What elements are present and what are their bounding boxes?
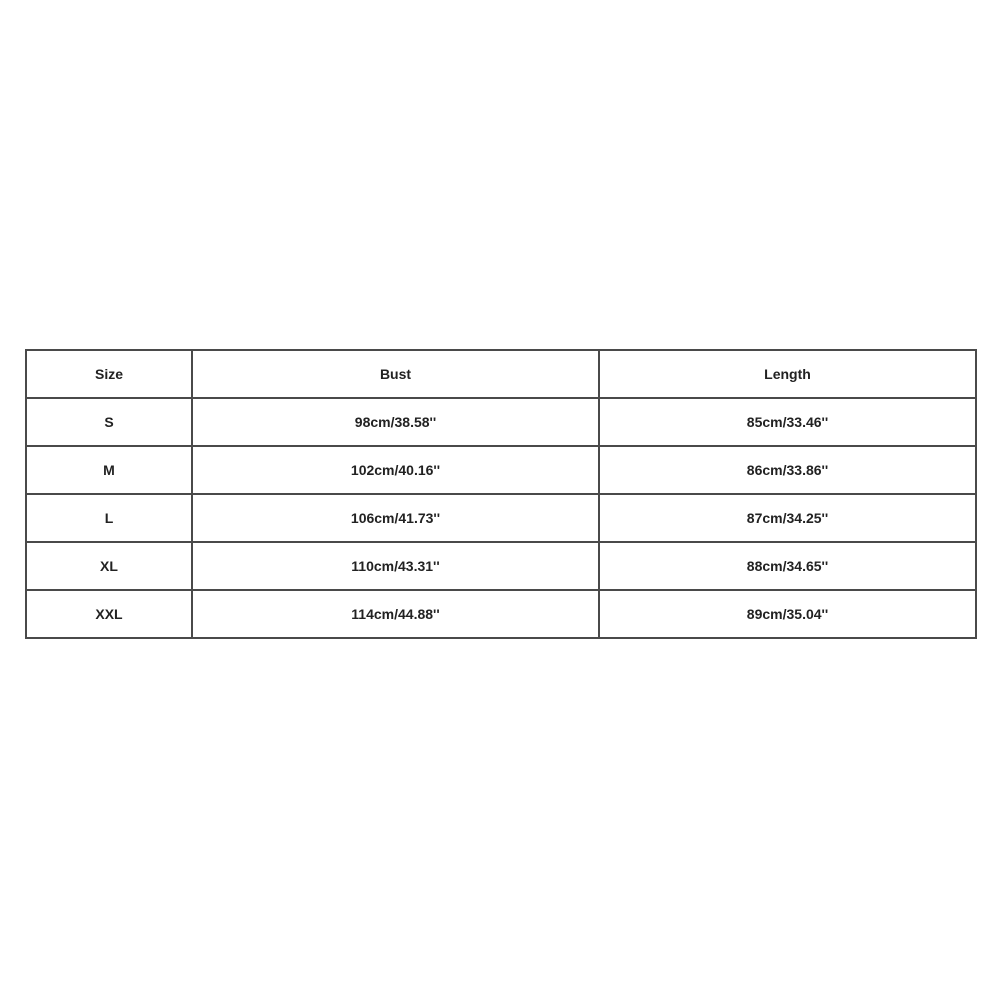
header-bust: Bust [192, 350, 599, 398]
table-row [26, 446, 976, 494]
cell-size: XXL [26, 590, 192, 638]
cell-bust: 110cm/43.31'' [192, 542, 599, 590]
cell-bust: 106cm/41.73'' [192, 494, 599, 542]
cell-length: 86cm/33.86'' [599, 446, 976, 494]
table-body [26, 398, 976, 638]
cell-size: S [26, 398, 192, 446]
cell-length: 87cm/34.25'' [599, 494, 976, 542]
table-row [26, 590, 976, 638]
cell-bust: 98cm/38.58'' [192, 398, 599, 446]
size-chart-table [25, 349, 977, 639]
header-length: Length [599, 350, 976, 398]
cell-size: M [26, 446, 192, 494]
table-row [26, 398, 976, 446]
header-size: Size [26, 350, 192, 398]
cell-bust: 102cm/40.16'' [192, 446, 599, 494]
table-row [26, 542, 976, 590]
cell-length: 89cm/35.04'' [599, 590, 976, 638]
cell-bust: 114cm/44.88'' [192, 590, 599, 638]
table-row [26, 494, 976, 542]
cell-length: 85cm/33.46'' [599, 398, 976, 446]
cell-size: L [26, 494, 192, 542]
table-header [26, 350, 976, 398]
cell-length: 88cm/34.65'' [599, 542, 976, 590]
header-row [26, 350, 976, 398]
cell-size: XL [26, 542, 192, 590]
